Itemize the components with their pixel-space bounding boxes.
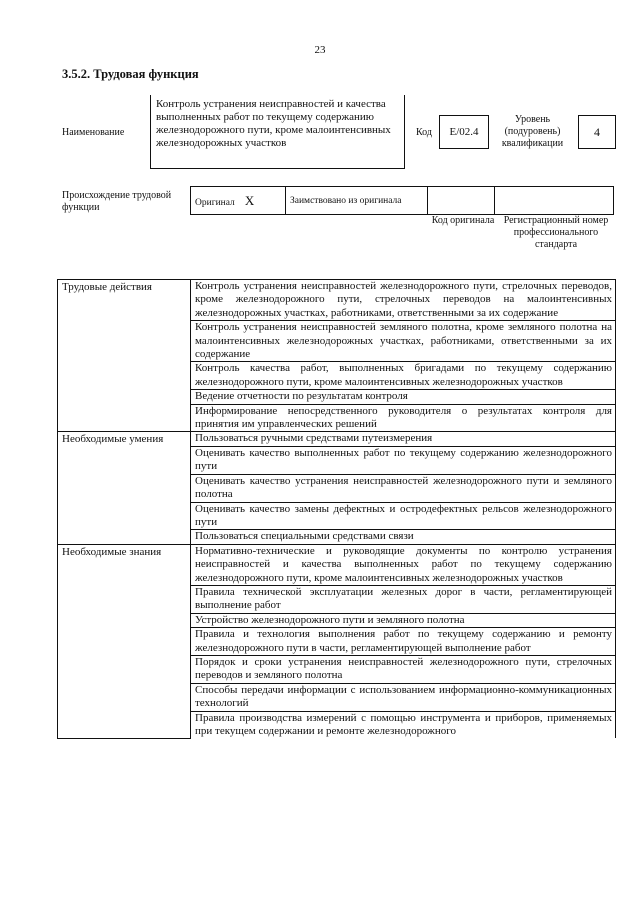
table-cell: Правила технической эксплуатации железных дорог в части, регламентирующей выполнение работ bbox=[191, 585, 616, 613]
table-cell: Контроль устранения неисправностей земляного полотна, кроме земляного полотна на малоинтенсивных железнодорожных участках, работниками, ответственными за их содержание bbox=[191, 321, 616, 362]
table-cell: Пользоваться ручными средствами путеизмерения bbox=[191, 432, 616, 446]
borrowed-label: Заимствовано из оригинала bbox=[290, 195, 402, 206]
function-details-table bbox=[57, 279, 616, 739]
reg-number-label: Регистрационный номер профессионального стандарта bbox=[503, 215, 609, 250]
table-cell: Оценивать качество замены дефектных и остродефектных рельсов железнодорожного пути bbox=[191, 502, 616, 530]
origin-code-cell bbox=[428, 187, 495, 215]
code-original-label: Код оригинала bbox=[431, 215, 495, 226]
table-cell: Оценивать качество выполненных работ по текущему содержанию железнодорожного пути bbox=[191, 446, 616, 474]
qualification-level-label: Уровень (подуровень) квалификации bbox=[501, 114, 564, 149]
table-row bbox=[58, 432, 616, 446]
table-row bbox=[58, 280, 616, 321]
table-cell: Информирование непосредственного руководителя о результатах контроля для принятия им управленческих решений bbox=[191, 404, 616, 432]
original-mark: X bbox=[244, 192, 255, 208]
name-label: Наименование bbox=[62, 127, 125, 138]
origin-label: Происхождение трудовой функции bbox=[62, 190, 172, 213]
table-cell: Оценивать качество устранения неисправностей железнодорожного пути и земляного полотна bbox=[191, 474, 616, 502]
section-title-cell: Необходимые умения bbox=[58, 432, 191, 544]
table-cell: Порядок и сроки устранения неисправностей железнодорожного пути, стрелочных переводов и земляного полотна bbox=[191, 655, 616, 683]
function-name: Контроль устранения неисправностей и качества выполненных работ по текущему содержанию железнодорожного пути, кроме малоинтенсивных железнодорожных участков bbox=[150, 95, 405, 169]
code-label: Код bbox=[416, 127, 432, 138]
table-cell: Контроль устранения неисправностей железнодорожного пути, стрелочных переводов, кроме железнодорожного пути, стрелочных переводов на малоинтенсивных железнодорожных участках, работниками, ответственными за их содержание bbox=[191, 280, 616, 321]
table-cell: Ведение отчетности по результатам контроля bbox=[191, 390, 616, 404]
function-code: E/02.4 bbox=[439, 115, 489, 149]
table-row bbox=[58, 544, 616, 585]
table-cell: Контроль качества работ, выполненных бригадами по текущему содержанию железнодорожного пути, кроме малоинтенсивных железнодорожных участков bbox=[191, 362, 616, 390]
table-cell: Пользоваться специальными средствами связи bbox=[191, 530, 616, 544]
origin-table bbox=[190, 186, 614, 215]
origin-reg-cell bbox=[495, 187, 614, 215]
section-title-cell: Необходимые знания bbox=[58, 544, 191, 738]
origin-borrowed-cell bbox=[286, 187, 428, 215]
table-cell: Нормативно-технические и руководящие документы по контролю устранения неисправностей и качества выполненных работ по текущему содержанию железнодорожного пути, кроме малоинтенсивных железнодорожных участков bbox=[191, 544, 616, 585]
section-title-cell: Трудовые действия bbox=[58, 280, 191, 432]
qualification-level-value: 4 bbox=[578, 115, 616, 149]
table-cell: Правила и технология выполнения работ по текущему содержанию и ремонту железнодорожного пути в части, регламентирующей выполнение работ bbox=[191, 628, 616, 656]
origin-original-cell bbox=[191, 187, 286, 215]
page-number: 23 bbox=[314, 44, 326, 56]
section-title: 3.5.2. Трудовая функция bbox=[62, 67, 199, 81]
table-cell: Устройство железнодорожного пути и земляного полотна bbox=[191, 613, 616, 627]
table-cell: Правила производства измерений с помощью инструмента и приборов, применяемых при текущем содержании и ремонте железнодорожного bbox=[191, 711, 616, 738]
original-label: Оригинал bbox=[195, 197, 235, 208]
table-cell: Способы передачи информации с использованием информационно-коммуникационных технологий bbox=[191, 683, 616, 711]
